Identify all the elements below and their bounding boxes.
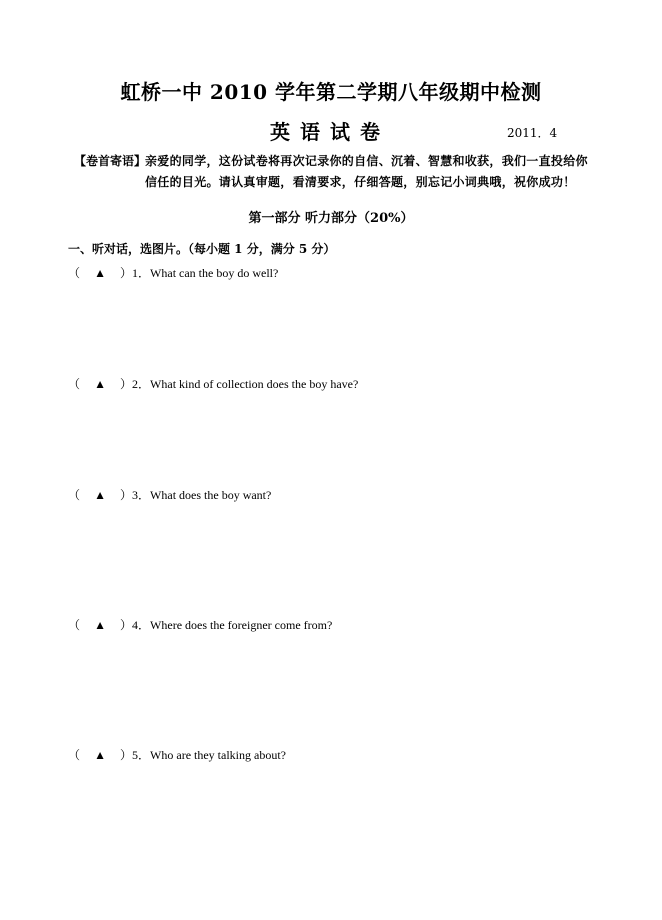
question-number: 3． bbox=[132, 488, 151, 502]
question-number: 5． bbox=[132, 748, 151, 762]
open-paren: （ bbox=[68, 618, 81, 632]
preface-label: 【卷首寄语】 bbox=[74, 154, 147, 168]
close-paren: ） bbox=[120, 266, 133, 280]
close-paren: ） bbox=[120, 377, 133, 391]
question-item bbox=[68, 264, 278, 281]
answer-marker-icon: ▲ bbox=[94, 266, 106, 280]
question-item bbox=[68, 616, 332, 633]
close-paren: ） bbox=[120, 618, 133, 632]
open-paren: （ bbox=[68, 377, 81, 391]
question-item bbox=[68, 486, 271, 503]
question-text: What does the boy want? bbox=[150, 488, 272, 502]
question-text: Where does the foreigner come from? bbox=[150, 618, 333, 632]
question-text: What kind of collection does the boy have? bbox=[150, 377, 359, 391]
preface-text-line-1: 亲爱的同学，这份试卷将再次记录你的自信、沉着、智慧和收获，我们一直投给你 bbox=[145, 154, 588, 168]
close-paren: ） bbox=[120, 488, 133, 502]
open-paren: （ bbox=[68, 266, 81, 280]
answer-marker-icon: ▲ bbox=[94, 618, 106, 632]
question-item bbox=[68, 375, 358, 392]
answer-marker-icon: ▲ bbox=[94, 748, 106, 762]
question-item bbox=[68, 746, 286, 763]
open-paren: （ bbox=[68, 488, 81, 502]
question-number: 1． bbox=[132, 266, 151, 280]
section-heading: 一、听对话，选图片。（每小题 1 分，满分 5 分） bbox=[68, 242, 336, 256]
close-paren: ） bbox=[120, 748, 133, 762]
question-text: Who are they talking about? bbox=[150, 748, 286, 762]
question-text: What can the boy do well? bbox=[150, 266, 279, 280]
part-heading: 第一部分 听力部分（20%） bbox=[248, 211, 414, 226]
exam-subtitle: 英语试卷 bbox=[270, 120, 390, 144]
question-number: 4． bbox=[132, 618, 151, 632]
question-number: 2． bbox=[132, 377, 151, 391]
answer-marker-icon: ▲ bbox=[94, 488, 106, 502]
exam-date: 2011．4 bbox=[507, 126, 558, 140]
answer-marker-icon: ▲ bbox=[94, 377, 106, 391]
exam-title: 虹桥一中 2010 学年第二学期八年级期中检测 bbox=[120, 80, 542, 104]
open-paren: （ bbox=[68, 748, 81, 762]
preface-text-line-2: 信任的目光。请认真审题，看清要求，仔细答题，别忘记小词典哦，祝你成功！ bbox=[145, 175, 576, 189]
